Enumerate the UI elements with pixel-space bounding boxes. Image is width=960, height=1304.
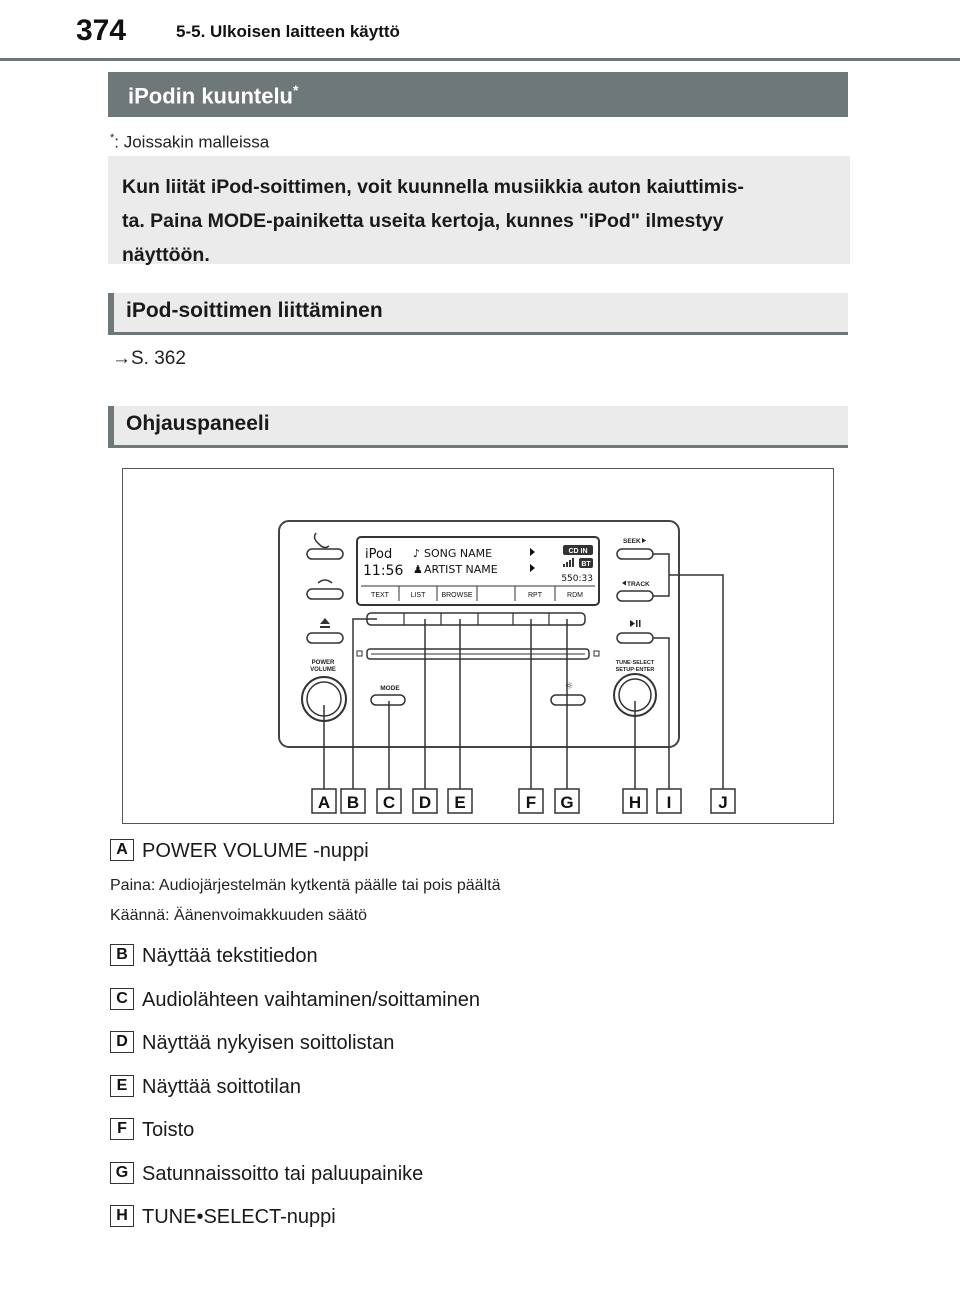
callout-g — [555, 789, 579, 813]
softkey-label-browse: BROWSE — [441, 592, 473, 599]
subheading-connect: iPod-soittimen liittäminen — [108, 293, 848, 335]
display-time: 11:56 — [363, 563, 404, 579]
eject-button[interactable] — [307, 633, 343, 643]
svg-text:J: J — [718, 793, 728, 812]
callout-d — [413, 789, 437, 813]
display-artist: ARTIST NAME — [424, 563, 498, 576]
display-source: iPod — [365, 547, 393, 562]
item-text-b: Näyttää tekstitiedon — [142, 945, 318, 967]
item-badge-h: H — [110, 1205, 134, 1227]
play-pause-button[interactable] — [617, 633, 653, 643]
phone-button[interactable] — [307, 549, 343, 559]
svg-text:D: D — [418, 793, 432, 812]
seek-button[interactable] — [617, 549, 653, 559]
page-title: iPodin kuuntelu — [128, 83, 293, 109]
footnote-marker: * — [110, 132, 115, 144]
callout-b — [341, 789, 365, 813]
item-badge-b: B — [110, 944, 134, 966]
cd-in-text: CD IN — [568, 548, 588, 555]
hangup-button[interactable] — [307, 589, 343, 599]
control-panel-illustration — [123, 469, 835, 825]
callout-h — [623, 789, 647, 813]
brightness-icon — [565, 681, 574, 692]
item-text-g: Satunnaissoitto tai paluupainike — [142, 1163, 424, 1185]
item-text-e: Näyttää soittotilan — [142, 1076, 301, 1098]
item-text-c: Audiolähteen vaihtaminen/soittaminen — [142, 989, 480, 1011]
seek-label: SEEK — [623, 538, 641, 545]
item-text-h: TUNE•SELECT-nuppi — [142, 1206, 336, 1228]
softkey-label-rpt: RPT — [528, 592, 542, 599]
callout-c — [377, 789, 401, 813]
track-button[interactable] — [617, 591, 653, 601]
callout-f — [519, 789, 543, 813]
tune-label-2: SETUP·ENTER — [615, 667, 655, 673]
intro-box — [108, 156, 850, 264]
track-label: TRACK — [627, 581, 650, 588]
item-badge-c: C — [110, 988, 134, 1010]
callout-e — [448, 789, 472, 813]
mode-button[interactable] — [371, 695, 405, 705]
item-badge-e: E — [110, 1075, 134, 1097]
section-heading: 5-5. Ulkoisen laitteen käyttö — [176, 22, 400, 41]
callout-a — [312, 789, 336, 813]
title-banner — [108, 72, 848, 117]
intro-line-3: näyttöön. — [122, 244, 210, 266]
callout-j — [711, 789, 735, 813]
display-setup-button[interactable] — [551, 695, 585, 705]
svg-text:C: C — [382, 793, 396, 812]
intro-line-1: Kun liität iPod-soittimen, voit kuunnella musiikkia auton kaiuttimis- — [122, 176, 744, 198]
control-panel-figure — [122, 468, 834, 824]
svg-text:F: F — [525, 793, 537, 812]
person-icon: ♟ — [413, 563, 423, 576]
header-rule — [0, 58, 960, 61]
callout-i — [657, 789, 681, 813]
power-label-1: POWER — [311, 660, 335, 666]
item-badge-g: G — [110, 1162, 134, 1184]
music-note-icon: ♪ — [413, 547, 421, 560]
title-footnote-marker: * — [293, 82, 299, 98]
svg-text:I: I — [666, 793, 672, 812]
softkey-bar — [367, 613, 585, 625]
svg-text:A: A — [317, 793, 331, 812]
subheading-panel: Ohjauspaneeli — [108, 406, 848, 448]
display-song: SONG NAME — [424, 547, 493, 560]
item-badge-d: D — [110, 1031, 134, 1053]
page-number: 374 — [76, 14, 127, 47]
softkey-label-rdm: RDM — [567, 592, 583, 599]
svg-text:E: E — [454, 793, 466, 812]
page-reference-link[interactable]: →S. 362 — [112, 348, 186, 369]
tune-label-1: TUNE·SELECT — [615, 660, 655, 666]
svg-text:H: H — [628, 793, 642, 812]
mode-label: MODE — [380, 685, 400, 692]
bt-text: BT — [581, 561, 591, 568]
item-text-a: POWER VOLUME -nuppi — [142, 840, 369, 862]
power-label-2: VOLUME — [310, 667, 336, 673]
svg-text:B: B — [346, 793, 360, 812]
svg-text:☼: ☼ — [564, 681, 574, 692]
svg-text:G: G — [560, 793, 574, 812]
item-badge-a: A — [110, 839, 134, 861]
footnote — [110, 132, 269, 153]
footnote-text: : Joissakin malleissa — [114, 132, 270, 152]
display-counter: 550:33 — [561, 574, 593, 584]
item-sub-a-1: Paina: Audiojärjestelmän kytkentä päälle tai pois päältä — [110, 877, 501, 894]
item-sub-a-2: Käännä: Äänenvoimakkuuden säätö — [110, 907, 368, 924]
softkey-label-list: LIST — [410, 592, 426, 599]
item-text-d: Näyttää nykyisen soittolistan — [142, 1032, 395, 1054]
item-badge-f: F — [110, 1118, 134, 1140]
softkey-label-text: TEXT — [371, 592, 389, 599]
intro-line-2: ta. Paina MODE-painiketta useita kertoja, kunnes "iPod" ilmestyy — [122, 210, 724, 232]
item-text-f: Toisto — [142, 1119, 195, 1141]
